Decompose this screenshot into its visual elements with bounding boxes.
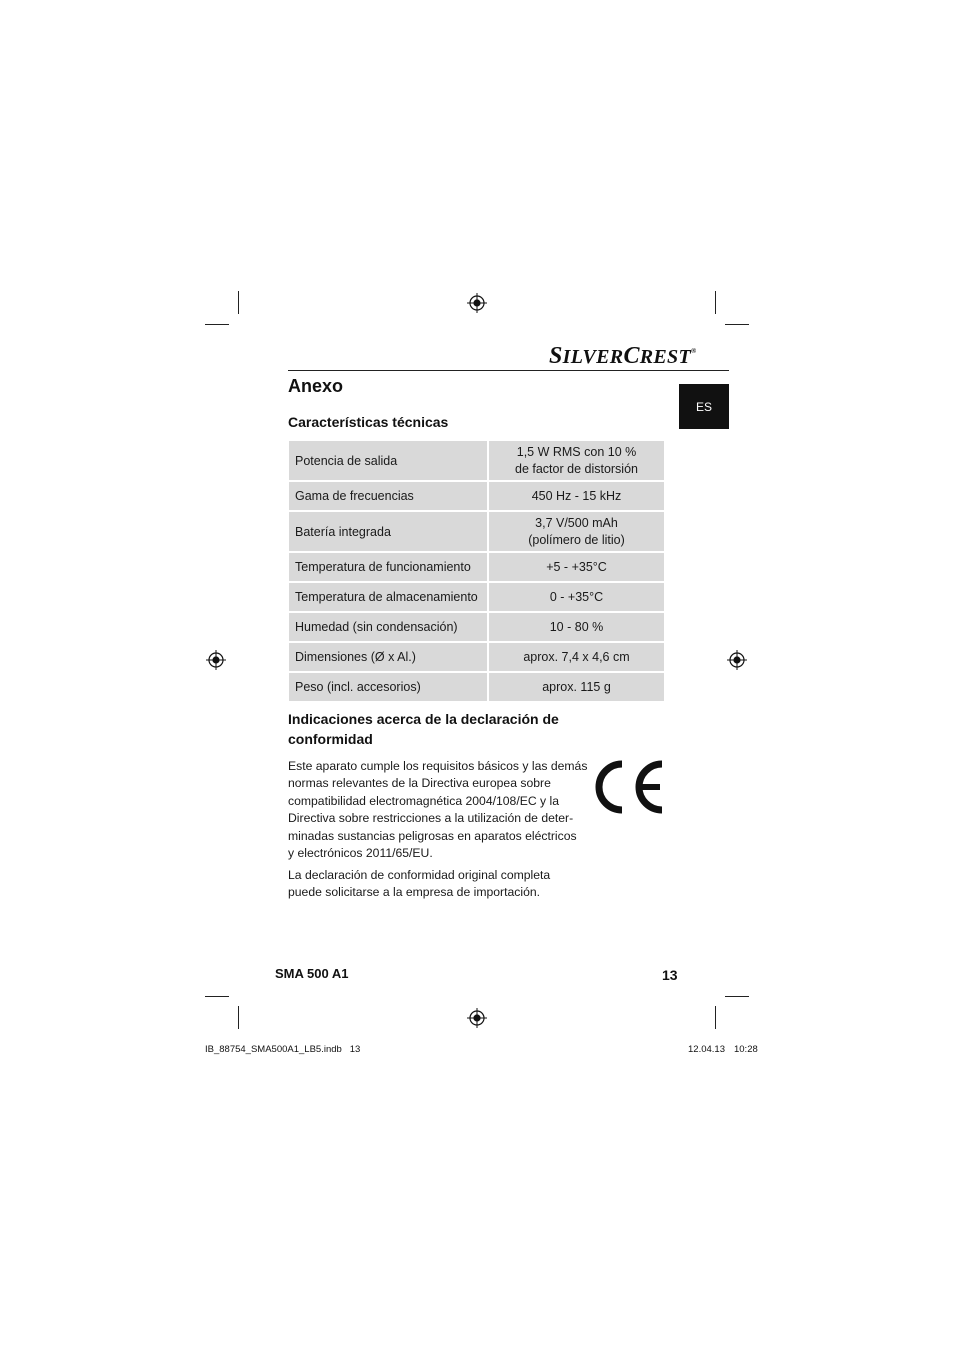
spec-label: Dimensiones (Ø x Al.) <box>289 643 489 673</box>
registration-mark-icon <box>467 293 487 313</box>
table-row <box>289 512 664 553</box>
registration-mark-icon <box>727 650 747 670</box>
spec-value: 0 - +35°C <box>489 583 664 613</box>
registration-mark-icon <box>467 1008 487 1028</box>
page-title: Anexo <box>288 376 344 396</box>
spec-label: Potencia de salida <box>289 441 489 482</box>
spec-value: 1,5 W RMS con 10 % de factor de distorsión <box>489 441 664 482</box>
table-row <box>289 441 664 482</box>
brand-logo: SILVERCREST® <box>549 343 697 369</box>
spec-value: aprox. 115 g <box>489 673 664 703</box>
crop-mark-top-left-horizontal <box>205 324 229 325</box>
spec-value: 450 Hz - 15 kHz <box>489 482 664 512</box>
crop-mark-bottom-left-horizontal <box>205 996 229 997</box>
page-number: 13 <box>662 967 678 983</box>
header-rule <box>288 370 729 371</box>
declaration-paragraph: La declaración de conformidad original completa puede solicitarse a la empresa de importación. <box>288 868 551 900</box>
spec-label: Gama de frecuencias <box>289 482 489 512</box>
registration-mark-icon <box>206 650 226 670</box>
spec-label: Temperatura de almacenamiento <box>289 583 489 613</box>
spec-label: Batería integrada <box>289 512 489 553</box>
crop-mark-top-left-vertical <box>238 291 239 314</box>
specs-table <box>289 441 664 703</box>
spec-value: 3,7 V/500 mAh (polímero de litio) <box>489 512 664 553</box>
spec-label: Humedad (sin condensación) <box>289 613 489 643</box>
crop-mark-top-right-horizontal <box>725 324 749 325</box>
spec-label: Peso (incl. accesorios) <box>289 673 489 703</box>
conformity-heading: Indicaciones acerca de la declaración de conformidad <box>288 711 559 747</box>
crop-mark-bottom-right-horizontal <box>725 996 749 997</box>
spec-value: +5 - +35°C <box>489 553 664 583</box>
ce-mark-icon <box>592 760 666 814</box>
spec-label: Temperatura de funcionamiento <box>289 553 489 583</box>
table-row <box>289 613 664 643</box>
print-timestamp <box>688 1044 758 1055</box>
language-tab-label: ES <box>695 399 712 414</box>
spec-value: aprox. 7,4 x 4,6 cm <box>489 643 664 673</box>
table-row <box>289 673 664 703</box>
spec-value: 10 - 80 % <box>489 613 664 643</box>
model-name: SMA 500 A1 <box>275 966 349 981</box>
table-row <box>289 583 664 613</box>
table-row <box>289 553 664 583</box>
print-date: 12.04.13 <box>688 1044 725 1055</box>
crop-mark-top-right-vertical <box>715 291 716 314</box>
crop-mark-bottom-right-vertical <box>715 1006 716 1029</box>
crop-mark-bottom-left-vertical <box>238 1006 239 1029</box>
conformity-paragraph: Este aparato cumple los requisitos básicos y las demás normas relevantes de la Directiva europea sobre compatibilidad electromagnética 2004/108/EC y la Directiva sobre restricciones a la utilización de deter- minadas sustancias peligrosas en aparatos eléctricos y electrónicos 2011/65/EU. <box>288 759 588 861</box>
specs-heading: Características técnicas <box>288 414 449 430</box>
table-row <box>289 643 664 673</box>
print-time: 10:28 <box>733 1044 758 1055</box>
table-row <box>289 482 664 512</box>
language-tab <box>679 384 729 429</box>
file-info: IB_88754_SMA500A1_LB5.indb 13 <box>205 1044 361 1055</box>
